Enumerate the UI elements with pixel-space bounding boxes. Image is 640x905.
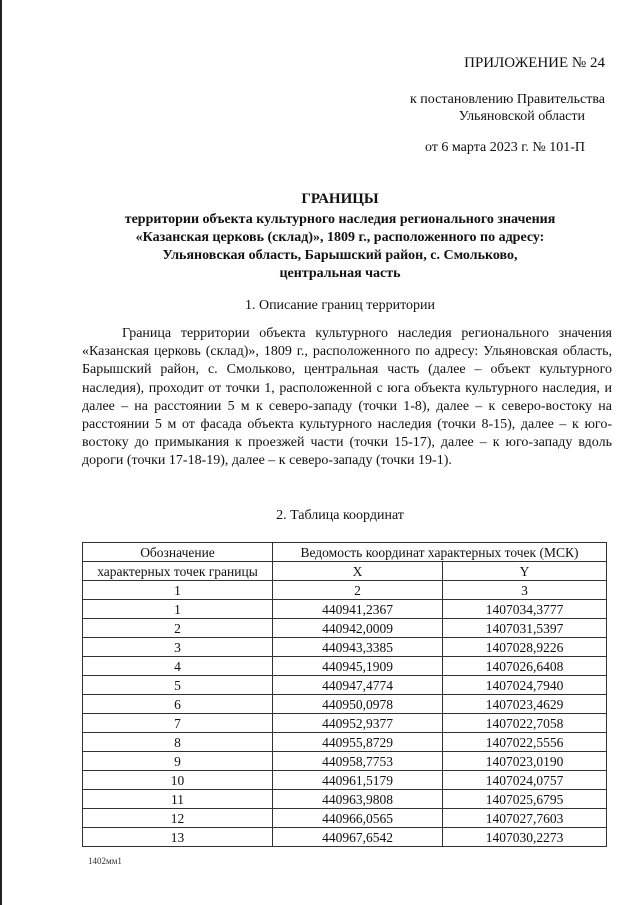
point-cell: 9 xyxy=(83,752,273,771)
appendix-label: ПРИЛОЖЕНИЕ № 24 xyxy=(464,55,605,71)
table-header-row xyxy=(83,543,607,562)
table-row xyxy=(83,809,607,828)
y-coordinate-cell: 1407031,5397 xyxy=(443,619,607,638)
x-coordinate-cell: 440942,0009 xyxy=(273,619,443,638)
decree-date-number: от 6 марта 2023 г. № 101-П xyxy=(424,140,585,155)
point-cell: 11 xyxy=(83,790,273,809)
x-coordinate-cell: 440958,7753 xyxy=(273,752,443,771)
y-coordinate-cell: 1407022,5556 xyxy=(443,733,607,752)
y-coordinate-cell: 1407028,9226 xyxy=(443,638,607,657)
header-coordinates-group: Ведомость координат характерных точек (МСК) xyxy=(273,543,607,562)
coordinates-table xyxy=(82,542,607,847)
y-coordinate-cell: 1407024,0757 xyxy=(443,771,607,790)
point-cell: 10 xyxy=(83,771,273,790)
header-point-line-1: Обозначение xyxy=(140,544,215,560)
y-coordinate-cell: 1407022,7058 xyxy=(443,714,607,733)
y-coordinate-cell: 1407023,4629 xyxy=(443,695,607,714)
x-coordinate-cell: 440963,9808 xyxy=(273,790,443,809)
document-subtitle-line-4: центральная часть xyxy=(279,266,401,281)
document-subtitle-line-3: Ульяновская область, Барышский район, с. Смольково, xyxy=(162,248,518,263)
table-row xyxy=(83,657,607,676)
table-header-row xyxy=(83,562,607,581)
document-subtitle-line-1: территории объекта культурного наследия регионального значения xyxy=(124,212,556,227)
header-x: X xyxy=(273,562,443,581)
point-cell: 1 xyxy=(83,600,273,619)
table-row xyxy=(83,771,607,790)
x-coordinate-cell: 440941,2367 xyxy=(273,600,443,619)
x-coordinate-cell: 440955,8729 xyxy=(273,733,443,752)
x-coordinate-cell: 440945,1909 xyxy=(273,657,443,676)
point-cell: 7 xyxy=(83,714,273,733)
column-number-3: 3 xyxy=(443,581,607,600)
table-row xyxy=(83,752,607,771)
point-cell: 6 xyxy=(83,695,273,714)
header-y: Y xyxy=(443,562,607,581)
point-cell: 5 xyxy=(83,676,273,695)
header-point-designation xyxy=(83,543,273,562)
x-coordinate-cell: 440943,3385 xyxy=(273,638,443,657)
point-cell: 4 xyxy=(83,657,273,676)
y-coordinate-cell: 1407026,6408 xyxy=(443,657,607,676)
y-coordinate-cell: 1407023,0190 xyxy=(443,752,607,771)
y-coordinate-cell: 1407024,7940 xyxy=(443,676,607,695)
column-number-1: 1 xyxy=(83,581,273,600)
decree-line-2: Ульяновской области xyxy=(458,109,585,124)
table-row xyxy=(83,600,607,619)
table-row xyxy=(83,714,607,733)
x-coordinate-cell: 440947,4774 xyxy=(273,676,443,695)
boundary-description-paragraph: Граница территории объекта культурного наследия регионального значения «Казанская церковь (склад)», 1809 г., расположенного по адресу: Ульяновская область, Барышский район, с. Смольково, центральная часть (далее – объект культурного наследия), проходит от точки 1, расположенной с юга объекта культурного наследия, и далее – на расстоянии 5 м к северо-западу (точки 1-8), далее – к северо-востоку на расстоянии 5 м от фасада объекта культурного наследия (точки 8-15), далее – к юго-востоку до примыкания к проезжей части (точки 15-17), далее – к юго-западу вдоль дороги (точки 17-18-19), далее – к северо-западу (точки 19-1). xyxy=(82,326,612,469)
header-point-line-2: характерных точек границы xyxy=(83,562,273,581)
x-coordinate-cell: 440961,5179 xyxy=(273,771,443,790)
table-row xyxy=(83,733,607,752)
document-title: ГРАНИЦЫ xyxy=(301,191,379,207)
table-row xyxy=(83,695,607,714)
point-cell: 13 xyxy=(83,828,273,847)
y-coordinate-cell: 1407034,3777 xyxy=(443,600,607,619)
table-row xyxy=(83,619,607,638)
decree-line-1: к постановлению Правительства xyxy=(409,92,605,107)
column-number-row xyxy=(83,581,607,600)
point-cell: 3 xyxy=(83,638,273,657)
footer-document-code: 1402мм1 xyxy=(88,856,122,866)
x-coordinate-cell: 440950,0978 xyxy=(273,695,443,714)
document-subtitle-line-2: «Казанская церковь (склад)», 1809 г., расположенного по адресу: xyxy=(135,230,545,245)
section-2-heading: 2. Таблица координат xyxy=(276,508,404,523)
x-coordinate-cell: 440966,0565 xyxy=(273,809,443,828)
section-1-heading: 1. Описание границ территории xyxy=(244,298,436,313)
y-coordinate-cell: 1407025,6795 xyxy=(443,790,607,809)
y-coordinate-cell: 1407027,7603 xyxy=(443,809,607,828)
point-cell: 12 xyxy=(83,809,273,828)
x-coordinate-cell: 440952,9377 xyxy=(273,714,443,733)
y-coordinate-cell: 1407030,2273 xyxy=(443,828,607,847)
scan-edge-line xyxy=(0,0,2,905)
x-coordinate-cell: 440967,6542 xyxy=(273,828,443,847)
point-cell: 8 xyxy=(83,733,273,752)
column-number-2: 2 xyxy=(273,581,443,600)
point-cell: 2 xyxy=(83,619,273,638)
table-row xyxy=(83,676,607,695)
table-row xyxy=(83,828,607,847)
table-row xyxy=(83,638,607,657)
table-row xyxy=(83,790,607,809)
